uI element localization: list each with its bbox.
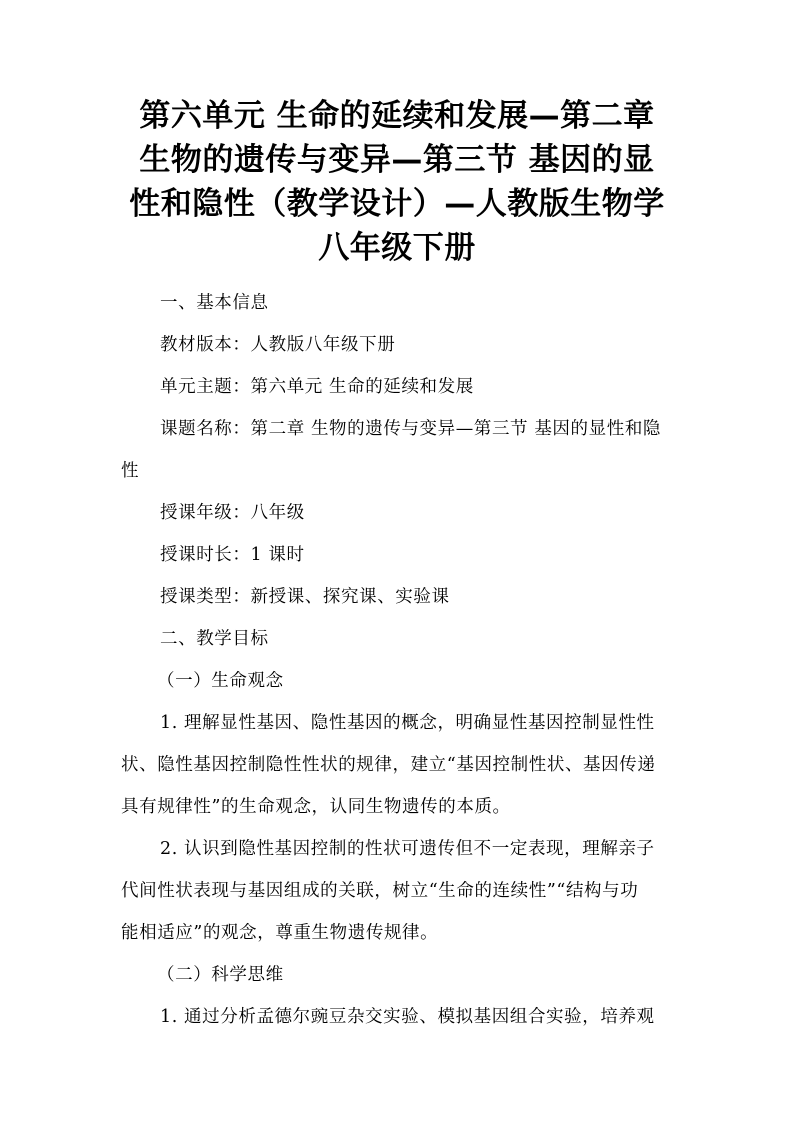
lesson-duration: 授课时长：1 课时 <box>160 545 305 565</box>
lesson-name: 课题名称：第二章 生物的遗传与变异—第三节 基因的显性和隐 <box>160 419 662 439</box>
section-heading-teaching-goals: 二、教学目标 <box>160 629 269 649</box>
goal-1-line-2: 状、隐性基因控制隐性性状的规律，建立“基因控制性状、基因传递 <box>121 755 656 775</box>
teaching-grade: 授课年级：八年级 <box>160 503 305 523</box>
goal-2-line-1: 2. 认识到隐性基因控制的性状可遗传但不一定表现，理解亲子 <box>160 839 655 859</box>
goal-1-line-3: 具有规律性”的生命观念，认同生物遗传的本质。 <box>121 797 511 817</box>
document-title <box>110 94 684 270</box>
goal-3-line-1: 1. 通过分析孟德尔豌豆杂交实验、模拟基因组合实验，培养观 <box>160 1007 655 1027</box>
goal-2-line-3: 能相适应”的观念，尊重生物遗传规律。 <box>121 923 439 943</box>
goal-1-line-1: 1. 理解显性基因、隐性基因的概念，明确显性基因控制显性性 <box>160 713 655 733</box>
section-heading-basic-info: 一、基本信息 <box>160 293 269 313</box>
subheading-life-concepts: （一）生命观念 <box>157 671 284 691</box>
title-line-1: 第六单元 生命的延续和发展—第二章 <box>139 98 655 134</box>
unit-theme: 单元主题：第六单元 生命的延续和发展 <box>160 377 474 397</box>
goal-paragraph-2 <box>121 837 655 963</box>
goal-paragraph-1 <box>121 711 655 837</box>
goal-2-line-2: 代间性状表现与基因组成的关联，树立“生命的连续性”“结构与功 <box>121 881 639 901</box>
lesson-name-continued: 性 <box>121 461 140 481</box>
title-line-4: 八年级下册 <box>318 230 476 266</box>
title-line-3: 性和隐性（教学设计）—人教版生物学 <box>129 186 665 222</box>
lesson-type: 授课类型：新授课、探究课、实验课 <box>160 587 450 607</box>
title-line-2: 生物的遗传与变异—第三节 基因的显 <box>139 142 655 178</box>
textbook-edition: 教材版本：人教版八年级下册 <box>160 335 396 355</box>
subheading-scientific-thinking: （二）科学思维 <box>157 965 284 985</box>
